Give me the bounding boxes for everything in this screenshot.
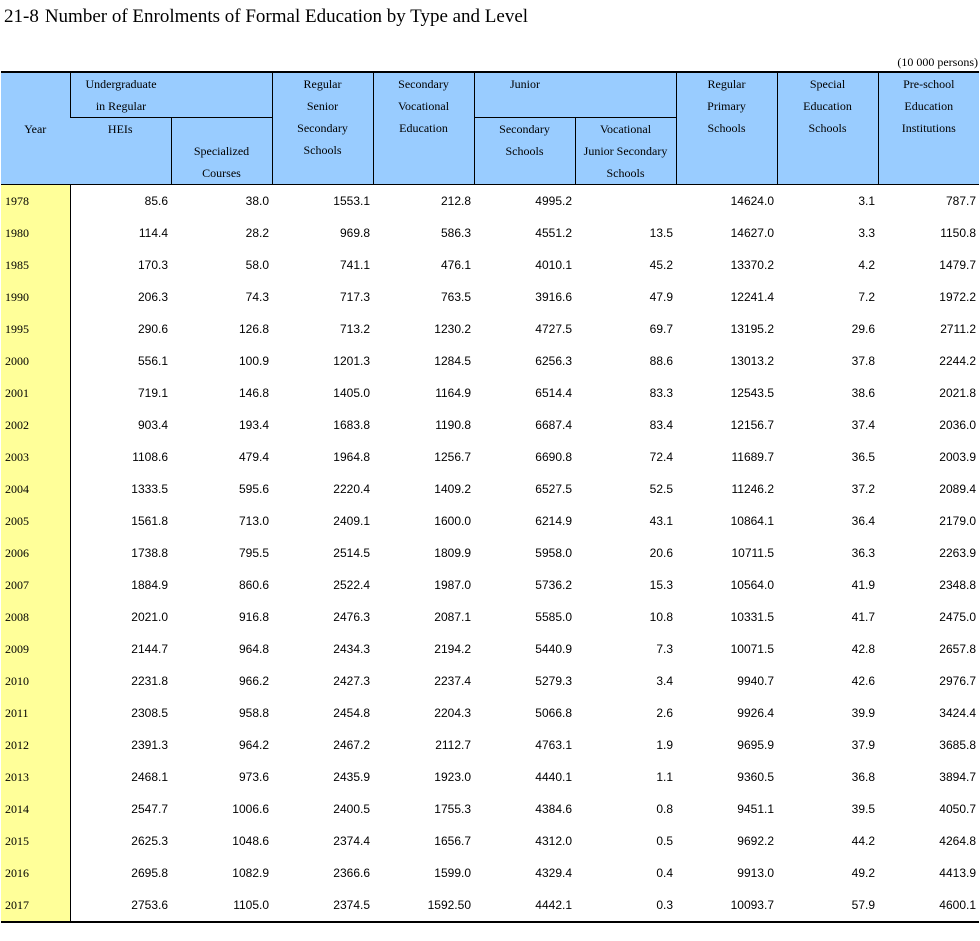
cell-vocational-junior: 0.3 [575,889,676,922]
cell-primary: 10711.5 [731,546,774,560]
cell-primary: 12156.7 [730,418,774,432]
cell-secondary-vocational: 2237.4 [434,674,471,688]
cell-senior-secondary: 2467.2 [333,738,370,752]
cell-preschool: 2003.9 [939,450,976,464]
cell-junior-secondary: 5440.9 [535,642,572,656]
cell-vocational-junior: 72.4 [649,450,673,464]
cell-year: 2013 [1,761,70,793]
table-row [1,505,979,537]
cell-senior-secondary: 741.1 [339,258,370,272]
cell-primary: 13013.2 [730,354,774,368]
table-row [1,217,979,249]
cell-special-education: 37.2 [851,482,875,496]
cell-vocational-junior [575,185,676,218]
cell-special-education: 4.2 [858,258,875,272]
cell-special-education: 44.2 [851,834,875,848]
cell-vocational-junior: 2.6 [656,706,673,720]
cell-vocational-junior: 7.3 [656,642,673,656]
header-junior-sub: Secondary Schools [474,118,575,185]
cell-preschool: 3424.4 [939,706,976,720]
cell-year: 1978 [1,185,70,218]
cell-primary: 11689.7 [731,450,774,464]
cell-junior-secondary: 4384.6 [535,802,572,816]
cell-year: 2004 [1,473,70,505]
table-row [1,633,979,665]
table-row [1,761,979,793]
header-preschool: Pre-school Education Institutions [878,72,979,185]
cell-special-education: 41.7 [851,610,875,624]
cell-junior-secondary: 4440.1 [535,770,572,784]
table-row [1,441,979,473]
cell-year: 2001 [1,377,70,409]
cell-secondary-vocational: 1923.0 [434,770,471,784]
cell-secondary-vocational: 2194.2 [434,642,471,656]
cell-primary: 9692.2 [737,834,774,848]
cell-junior-secondary: 6256.3 [535,354,572,368]
cell-undergraduate: 2695.8 [131,866,168,880]
cell-vocational-junior: 1.1 [656,770,673,784]
cell-preschool: 2263.9 [939,546,976,560]
cell-undergraduate: 2021.0 [131,610,168,624]
cell-specialized: 126.8 [238,322,269,336]
cell-undergraduate: 903.4 [137,418,168,432]
cell-specialized: 1082.9 [232,866,269,880]
cell-year: 1980 [1,217,70,249]
cell-junior-secondary: 5066.8 [535,706,572,720]
cell-specialized: 713.0 [238,514,269,528]
cell-primary: 9360.5 [737,770,774,784]
cell-senior-secondary: 1683.8 [333,418,370,432]
cell-junior-secondary: 5736.2 [535,578,572,592]
cell-primary: 10864.1 [730,514,774,528]
cell-preschool: 2348.8 [939,578,976,592]
cell-senior-secondary: 2514.5 [333,546,370,560]
cell-junior-secondary: 5279.3 [535,674,572,688]
cell-special-education: 3.3 [858,226,875,240]
cell-special-education: 39.9 [851,706,875,720]
cell-primary: 13370.2 [730,258,774,272]
cell-vocational-junior: 0.4 [656,866,673,880]
cell-special-education: 36.3 [851,546,875,560]
cell-secondary-vocational: 1755.3 [434,802,471,816]
cell-primary: 10071.5 [730,642,774,656]
table-title [4,6,528,28]
table-row [1,281,979,313]
cell-secondary-vocational: 1164.9 [435,386,471,400]
cell-year: 1990 [1,281,70,313]
cell-specialized: 28.2 [245,226,269,240]
cell-specialized: 966.2 [238,674,269,688]
cell-primary: 12241.4 [730,290,774,304]
cell-vocational-junior: 3.4 [656,674,673,688]
table-row [1,857,979,889]
cell-senior-secondary: 2476.3 [333,610,370,624]
cell-undergraduate: 1108.6 [132,450,168,464]
unit-note: (10 000 persons) [897,55,978,69]
cell-junior-secondary: 6527.5 [535,482,572,496]
cell-secondary-vocational: 1592.50 [373,889,474,922]
cell-junior-secondary: 5958.0 [535,546,572,560]
cell-secondary-vocational: 1987.0 [434,578,471,592]
cell-specialized: 100.9 [238,354,269,368]
cell-specialized: 479.4 [238,450,269,464]
cell-preschool: 2036.0 [939,418,976,432]
cell-vocational-junior: 83.3 [649,386,673,400]
table-body [1,185,979,923]
cell-undergraduate: 1561.8 [131,514,168,528]
cell-secondary-vocational: 1809.9 [434,546,471,560]
cell-specialized: 795.5 [238,546,269,560]
header-specialized: Specialized Courses [171,118,272,185]
cell-senior-secondary: 2427.3 [333,674,370,688]
cell-senior-secondary: 2435.9 [333,770,370,784]
cell-vocational-junior: 1.9 [656,738,673,752]
cell-secondary-vocational: 1284.5 [434,354,471,368]
cell-undergraduate: 85.6 [70,185,171,218]
table-row [1,825,979,857]
cell-junior-secondary: 4329.4 [535,866,572,880]
cell-year: 1985 [1,249,70,281]
table-row [1,729,979,761]
table-header [1,72,979,185]
table-row [1,601,979,633]
cell-year: 2014 [1,793,70,825]
cell-special-education: 29.6 [851,322,875,336]
cell-special-education: 42.6 [851,674,875,688]
cell-secondary-vocational: 1190.8 [435,418,471,432]
cell-preschool: 2657.8 [939,642,976,656]
cell-specialized: 1006.6 [232,802,269,816]
cell-undergraduate: 206.3 [137,290,168,304]
cell-preschool: 2475.0 [939,610,976,624]
cell-special-education: 39.5 [851,802,875,816]
cell-primary: 9451.1 [737,802,774,816]
cell-preschool: 4050.7 [939,802,976,816]
cell-vocational-junior: 52.5 [649,482,673,496]
table-row [1,409,979,441]
cell-special-education: 36.4 [851,514,875,528]
cell-primary: 9695.9 [737,738,774,752]
cell-senior-secondary: 1201.3 [333,354,370,368]
cell-undergraduate: 2144.7 [131,642,168,656]
cell-special-education: 49.2 [851,866,875,880]
cell-special-education: 36.5 [851,450,875,464]
cell-specialized: 146.8 [238,386,269,400]
cell-special-education: 3.1 [777,185,878,218]
header-junior-secondary-group: Junior [474,72,676,118]
cell-specialized: 58.0 [245,258,269,272]
cell-undergraduate: 1333.5 [131,482,168,496]
cell-year: 1995 [1,313,70,345]
cell-primary: 9913.0 [737,866,774,880]
cell-senior-secondary: 969.8 [339,226,370,240]
table-row [1,345,979,377]
cell-undergraduate: 2308.5 [131,706,168,720]
cell-vocational-junior: 20.6 [649,546,673,560]
cell-undergraduate: 170.3 [137,258,168,272]
cell-preschool: 4600.1 [878,889,979,922]
table-number: 21-8 [4,6,39,27]
table-row [1,889,979,922]
cell-junior-secondary: 6514.4 [535,386,572,400]
cell-primary: 13195.2 [730,322,774,336]
header-senior-secondary: Regular Senior Secondary Schools [272,72,373,185]
cell-junior-secondary: 5585.0 [535,610,572,624]
cell-vocational-junior: 69.7 [649,322,673,336]
cell-secondary-vocational: 763.5 [440,290,471,304]
cell-junior-secondary: 3916.6 [535,290,572,304]
cell-primary: 14624.0 [676,185,777,218]
cell-undergraduate: 2468.1 [131,770,168,784]
header-primary: Regular Primary Schools [676,72,777,185]
cell-senior-secondary: 1553.1 [272,185,373,218]
cell-senior-secondary: 2374.4 [333,834,370,848]
cell-undergraduate: 2547.7 [131,802,168,816]
cell-year: 2000 [1,345,70,377]
cell-primary: 9940.7 [737,674,774,688]
cell-junior-secondary: 4442.1 [474,889,575,922]
header-special-education: Special Education Schools [777,72,878,185]
cell-preschool: 2021.8 [939,386,976,400]
cell-special-education: 37.9 [851,738,875,752]
cell-year: 2003 [1,441,70,473]
cell-senior-secondary: 2434.3 [333,642,370,656]
cell-vocational-junior: 43.1 [649,514,673,528]
cell-secondary-vocational: 1656.7 [434,834,471,848]
cell-year: 2012 [1,729,70,761]
cell-year: 2009 [1,633,70,665]
cell-specialized: 964.8 [238,642,269,656]
cell-preschool: 1479.7 [939,258,976,272]
table-row [1,313,979,345]
cell-vocational-junior: 45.2 [649,258,673,272]
cell-preschool: 2089.4 [939,482,976,496]
cell-specialized: 860.6 [238,578,269,592]
table-title-text: Number of Enrolments of Formal Education by Type and Level [44,6,529,27]
cell-junior-secondary: 6687.4 [535,418,572,432]
cell-junior-secondary: 4995.2 [474,185,575,218]
cell-junior-secondary: 4312.0 [535,834,572,848]
cell-vocational-junior: 0.5 [656,834,673,848]
header-undergraduate: Undergraduate in Regular [70,72,272,118]
cell-undergraduate: 2625.3 [131,834,168,848]
cell-primary: 12543.5 [730,386,774,400]
cell-special-education: 38.6 [851,386,875,400]
header-year: Year [1,72,70,185]
cell-senior-secondary: 2374.5 [272,889,373,922]
cell-secondary-vocational: 2204.3 [434,706,471,720]
cell-secondary-vocational: 212.8 [373,185,474,218]
cell-junior-secondary: 4551.2 [535,226,572,240]
cell-preschool: 1972.2 [939,290,976,304]
cell-specialized: 74.3 [245,290,269,304]
cell-year: 2008 [1,601,70,633]
cell-year: 2010 [1,665,70,697]
cell-year: 2015 [1,825,70,857]
cell-undergraduate: 556.1 [137,354,168,368]
cell-primary: 10564.0 [730,578,774,592]
cell-special-education: 42.8 [851,642,875,656]
cell-preschool: 2976.7 [939,674,976,688]
cell-senior-secondary: 713.2 [339,322,370,336]
cell-undergraduate: 2391.3 [131,738,168,752]
header-undergraduate-sub: HEIs [70,118,171,185]
table-row [1,249,979,281]
cell-primary: 11246.2 [731,482,774,496]
cell-senior-secondary: 2400.5 [333,802,370,816]
cell-junior-secondary: 4727.5 [535,322,572,336]
cell-vocational-junior: 0.8 [656,802,673,816]
cell-preschool: 2711.2 [940,322,976,336]
cell-specialized: 973.6 [238,770,269,784]
cell-vocational-junior: 88.6 [649,354,673,368]
cell-year: 2007 [1,569,70,601]
cell-specialized: 38.0 [171,185,272,218]
cell-year: 2002 [1,409,70,441]
cell-vocational-junior: 15.3 [649,578,673,592]
cell-preschool: 1150.8 [940,226,976,240]
cell-specialized: 1048.6 [232,834,269,848]
cell-preschool: 2179.0 [939,514,976,528]
table-row [1,185,979,218]
cell-junior-secondary: 4763.1 [535,738,572,752]
cell-undergraduate: 1738.8 [131,546,168,560]
cell-vocational-junior: 13.5 [649,226,673,240]
cell-specialized: 595.6 [238,482,269,496]
cell-senior-secondary: 2454.8 [333,706,370,720]
cell-undergraduate: 2753.6 [70,889,171,922]
cell-primary: 10331.5 [730,610,774,624]
cell-secondary-vocational: 476.1 [440,258,471,272]
cell-secondary-vocational: 1600.0 [434,514,471,528]
cell-senior-secondary: 2366.6 [333,866,370,880]
cell-preschool: 3685.8 [939,738,976,752]
table-row [1,697,979,729]
cell-undergraduate: 290.6 [137,322,168,336]
cell-vocational-junior: 83.4 [649,418,673,432]
cell-vocational-junior: 47.9 [649,290,673,304]
cell-secondary-vocational: 2112.7 [435,738,471,752]
cell-year: 2006 [1,537,70,569]
cell-preschool: 2244.2 [939,354,976,368]
cell-senior-secondary: 1964.8 [333,450,370,464]
cell-undergraduate: 2231.8 [131,674,168,688]
cell-special-education: 57.9 [777,889,878,922]
cell-preschool: 3894.7 [939,770,976,784]
header-secondary-vocational: Secondary Vocational Education [373,72,474,185]
table-row [1,537,979,569]
table-row [1,377,979,409]
cell-senior-secondary: 1405.0 [333,386,370,400]
cell-special-education: 7.2 [858,290,875,304]
cell-specialized: 964.2 [238,738,269,752]
cell-year: 2011 [1,697,70,729]
cell-undergraduate: 1884.9 [131,578,168,592]
cell-undergraduate: 719.1 [137,386,168,400]
cell-senior-secondary: 2522.4 [333,578,370,592]
cell-vocational-junior: 10.8 [649,610,673,624]
cell-senior-secondary: 717.3 [339,290,370,304]
cell-preschool: 787.7 [878,185,979,218]
cell-secondary-vocational: 586.3 [440,226,471,240]
cell-year: 2005 [1,505,70,537]
cell-primary: 9926.4 [737,706,774,720]
cell-primary: 14627.0 [730,226,774,240]
cell-secondary-vocational: 1256.7 [434,450,471,464]
table-row [1,569,979,601]
cell-secondary-vocational: 1599.0 [434,866,471,880]
cell-junior-secondary: 6690.8 [535,450,572,464]
cell-primary: 10093.7 [676,889,777,922]
cell-senior-secondary: 2409.1 [333,514,370,528]
cell-special-education: 36.8 [851,770,875,784]
cell-junior-secondary: 4010.1 [535,258,572,272]
cell-specialized: 193.4 [238,418,269,432]
enrolment-table [1,71,979,923]
cell-specialized: 916.8 [238,610,269,624]
cell-specialized: 958.8 [238,706,269,720]
cell-senior-secondary: 2220.4 [333,482,370,496]
cell-secondary-vocational: 2087.1 [434,610,471,624]
cell-preschool: 4413.9 [939,866,976,880]
cell-secondary-vocational: 1230.2 [434,322,471,336]
table-row [1,473,979,505]
table-row [1,665,979,697]
cell-preschool: 4264.8 [939,834,976,848]
cell-special-education: 37.8 [851,354,875,368]
cell-specialized: 1105.0 [171,889,272,922]
cell-special-education: 37.4 [851,418,875,432]
cell-junior-secondary: 6214.9 [535,514,572,528]
cell-secondary-vocational: 1409.2 [434,482,471,496]
header-vocational-junior: Vocational Junior Secondary Schools [575,118,676,185]
cell-special-education: 41.9 [851,578,875,592]
cell-year: 2016 [1,857,70,889]
cell-undergraduate: 114.4 [138,226,168,240]
table-row [1,793,979,825]
cell-year: 2017 [1,889,70,922]
